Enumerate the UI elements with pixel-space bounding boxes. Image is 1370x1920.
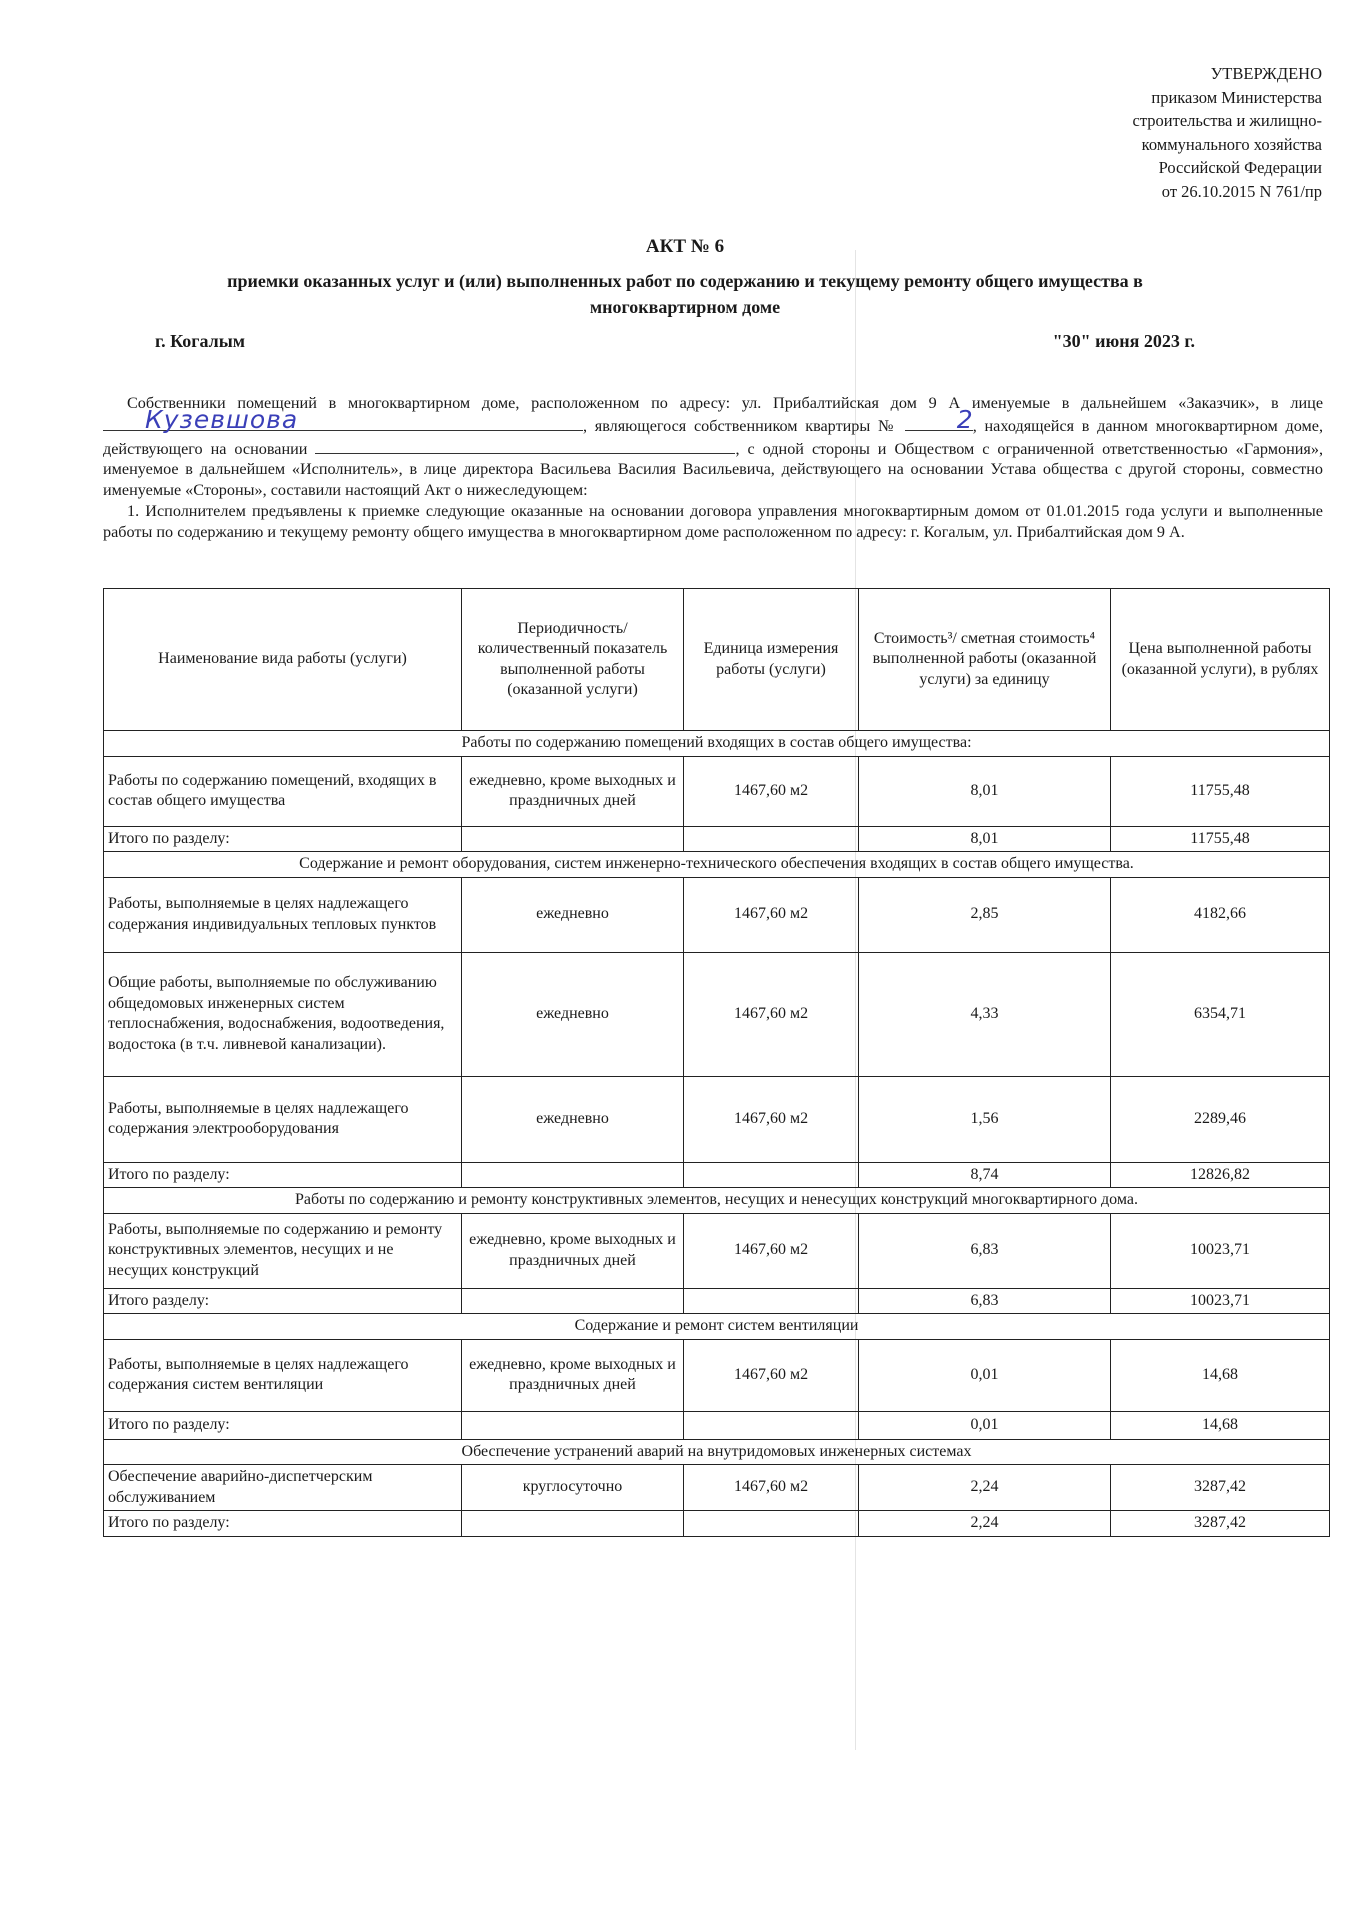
work-unit: 1467,60 м2 — [684, 877, 859, 952]
work-unit: 1467,60 м2 — [684, 1465, 859, 1511]
act-body — [103, 393, 1323, 543]
total-cost: 2,24 — [859, 1511, 1111, 1537]
header-price: Цена выполненной работы (оказанной услуги), в рублях — [1111, 589, 1330, 731]
paragraph-services: 1. Исполнителем предъявлены к приемке следующие оказанные на основании договора управления многоквартирным домом от 01.01.2015 года услуги и выполненные работы по содержанию и текущему ремонту общего имущества в многоквартирном доме расположенном по адресу: г. Когалым, ул. Прибалтийская дом 9 А. — [103, 501, 1323, 541]
work-period: ежедневно, кроме выходных и праздничных дней — [462, 1339, 684, 1411]
total-cost: 8,01 — [859, 826, 1111, 852]
work-price: 4182,66 — [1111, 877, 1330, 952]
owner-name-line — [103, 404, 583, 434]
act-city: г. Когалым — [155, 331, 246, 351]
paragraph-parties — [103, 393, 1323, 501]
owner-signature-handwritten: Кузевшова — [145, 404, 299, 434]
section-total-row — [104, 1511, 1330, 1537]
section-row — [104, 1188, 1330, 1214]
work-unit: 1467,60 м2 — [684, 1339, 859, 1411]
work-cost: 2,24 — [859, 1465, 1111, 1511]
work-period: ежедневно — [462, 877, 684, 952]
section-total-row — [104, 1411, 1330, 1439]
work-name: Обеспечение аварийно-диспетчерским обслуживанием — [104, 1465, 462, 1511]
empty-cell — [684, 1162, 859, 1188]
table-row — [104, 1076, 1330, 1162]
work-unit: 1467,60 м2 — [684, 1076, 859, 1162]
work-cost: 8,01 — [859, 756, 1111, 826]
empty-cell — [684, 826, 859, 852]
table-row — [104, 877, 1330, 952]
empty-cell — [684, 1511, 859, 1537]
work-name: Работы, выполняемые в целях надлежащего содержания индивидуальных тепловых пунктов — [104, 877, 462, 952]
section-row — [104, 1314, 1330, 1340]
parties-text: , являющегося собственником квартиры № — [583, 416, 898, 435]
total-cost: 8,74 — [859, 1162, 1111, 1188]
total-label: Итого по разделу: — [104, 1162, 462, 1188]
work-period: круглосуточно — [462, 1465, 684, 1511]
apartment-number-line — [905, 404, 974, 434]
work-price: 6354,71 — [1111, 952, 1330, 1076]
table-row — [104, 1213, 1330, 1288]
work-price: 14,68 — [1111, 1339, 1330, 1411]
table-header-row — [104, 589, 1330, 731]
apartment-number-handwritten: 2 — [956, 404, 974, 434]
work-name: Работы, выполняемые по содержанию и ремонту конструктивных элементов, несущих и не несущих конструкций — [104, 1213, 462, 1288]
work-price: 10023,71 — [1111, 1213, 1330, 1288]
total-label: Итого разделу: — [104, 1288, 462, 1314]
section-total-row — [104, 1162, 1330, 1188]
total-price: 10023,71 — [1111, 1288, 1330, 1314]
parties-text: , находящейся в данном многоквартирном доме, действующего на основании — [103, 416, 1323, 458]
empty-cell — [462, 1511, 684, 1537]
act-title-line: приемки оказанных услуг и (или) выполненных работ по содержанию и текущему ремонту общего имущества в — [227, 271, 1143, 291]
section-row — [104, 731, 1330, 757]
work-price: 11755,48 — [1111, 756, 1330, 826]
act-title — [0, 268, 1370, 320]
total-cost: 0,01 — [859, 1411, 1111, 1439]
section-total-row — [104, 826, 1330, 852]
approval-line: коммунального хозяйства — [1141, 134, 1322, 154]
section-title: Работы по содержанию и ремонту конструктивных элементов, несущих и ненесущих конструкций многоквартирного дома. — [104, 1188, 1330, 1214]
empty-cell — [684, 1288, 859, 1314]
header-work-name: Наименование вида работы (услуги) — [104, 589, 462, 731]
empty-cell — [462, 1162, 684, 1188]
section-title: Обеспечение устранений аварий на внутридомовых инженерных системах — [104, 1439, 1330, 1465]
work-name: Работы, выполняемые в целях надлежащего содержания электрооборудования — [104, 1076, 462, 1162]
total-cost: 6,83 — [859, 1288, 1111, 1314]
total-label: Итого по разделу: — [104, 1511, 462, 1537]
total-label: Итого по разделу: — [104, 1411, 462, 1439]
empty-cell — [462, 1411, 684, 1439]
approval-line: приказом Министерства — [1151, 87, 1322, 107]
work-unit: 1467,60 м2 — [684, 756, 859, 826]
work-period: ежедневно — [462, 1076, 684, 1162]
total-price: 14,68 — [1111, 1411, 1330, 1439]
header-unit: Единица измерения работы (услуги) — [684, 589, 859, 731]
header-periodicity: Периодичность/ количественный показатель выполненной работы (оказанной услуги) — [462, 589, 684, 731]
work-unit: 1467,60 м2 — [684, 952, 859, 1076]
table-row — [104, 1339, 1330, 1411]
approval-stamp-block — [962, 62, 1322, 203]
empty-cell — [462, 1288, 684, 1314]
total-price: 3287,42 — [1111, 1511, 1330, 1537]
table-row — [104, 952, 1330, 1076]
approval-line: УТВЕРЖДЕНО — [1210, 64, 1322, 83]
section-row — [104, 852, 1330, 878]
section-title: Работы по содержанию помещений входящих в состав общего имущества: — [104, 731, 1330, 757]
total-price: 12826,82 — [1111, 1162, 1330, 1188]
act-date: "30" июня 2023 г. — [1052, 331, 1195, 351]
work-price: 2289,46 — [1111, 1076, 1330, 1162]
section-title: Содержание и ремонт оборудования, систем инженерно-технического обеспечения входящих в состав общего имущества. — [104, 852, 1330, 878]
work-cost: 0,01 — [859, 1339, 1111, 1411]
work-name: Работы, выполняемые в целях надлежащего содержания систем вентиляции — [104, 1339, 462, 1411]
work-unit: 1467,60 м2 — [684, 1213, 859, 1288]
total-label: Итого по разделу: — [104, 826, 462, 852]
empty-cell — [684, 1411, 859, 1439]
work-cost: 2,85 — [859, 877, 1111, 952]
work-cost: 1,56 — [859, 1076, 1111, 1162]
empty-cell — [462, 826, 684, 852]
section-row — [104, 1439, 1330, 1465]
work-period: ежедневно, кроме выходных и праздничных дней — [462, 1213, 684, 1288]
work-price: 3287,42 — [1111, 1465, 1330, 1511]
work-period: ежедневно — [462, 952, 684, 1076]
parties-text: , с одной стороны и Обществом с ограниченной ответственностью «Гармония», именуемое в дальнейшем «Исполнитель», в лице директора Васильева Василия Васильевича, действующего на основании Устава общества с другой стороны, совместно именуемые «Стороны», составили настоящий Акт о нижеследующем: — [103, 439, 1323, 500]
works-table — [103, 588, 1330, 1537]
approval-line: Российской Федерации — [1158, 158, 1322, 177]
work-name: Общие работы, выполняемые по обслуживанию общедомовых инженерных систем теплоснабжения, водоснабжения, водоотведения, водостока (в т.ч. ливневой канализации). — [104, 952, 462, 1076]
work-period: ежедневно, кроме выходных и праздничных дней — [462, 756, 684, 826]
total-price: 11755,48 — [1111, 826, 1330, 852]
table-row — [104, 756, 1330, 826]
table-row — [104, 1465, 1330, 1511]
approval-line: строительства и жилищно- — [1132, 111, 1322, 130]
parties-text: Собственники помещений в многоквартирном доме, расположенном по адресу: ул. Прибалтийская дом 9 А именуемые в дальнейшем «Заказчик», в лице — [127, 394, 1323, 412]
section-total-row — [104, 1288, 1330, 1314]
act-title-line: многоквартирном доме — [589, 297, 781, 317]
header-cost: Стоимость³/ сметная стоимость⁴ выполненной работы (оказанной услуги) за единицу — [859, 589, 1111, 731]
basis-line — [315, 437, 735, 454]
work-name: Работы по содержанию помещений, входящих в состав общего имущества — [104, 756, 462, 826]
act-number: АКТ № 6 — [645, 236, 725, 257]
section-title: Содержание и ремонт систем вентиляции — [104, 1314, 1330, 1340]
work-cost: 6,83 — [859, 1213, 1111, 1288]
approval-line: от 26.10.2015 N 761/пр — [1161, 181, 1322, 201]
work-cost: 4,33 — [859, 952, 1111, 1076]
